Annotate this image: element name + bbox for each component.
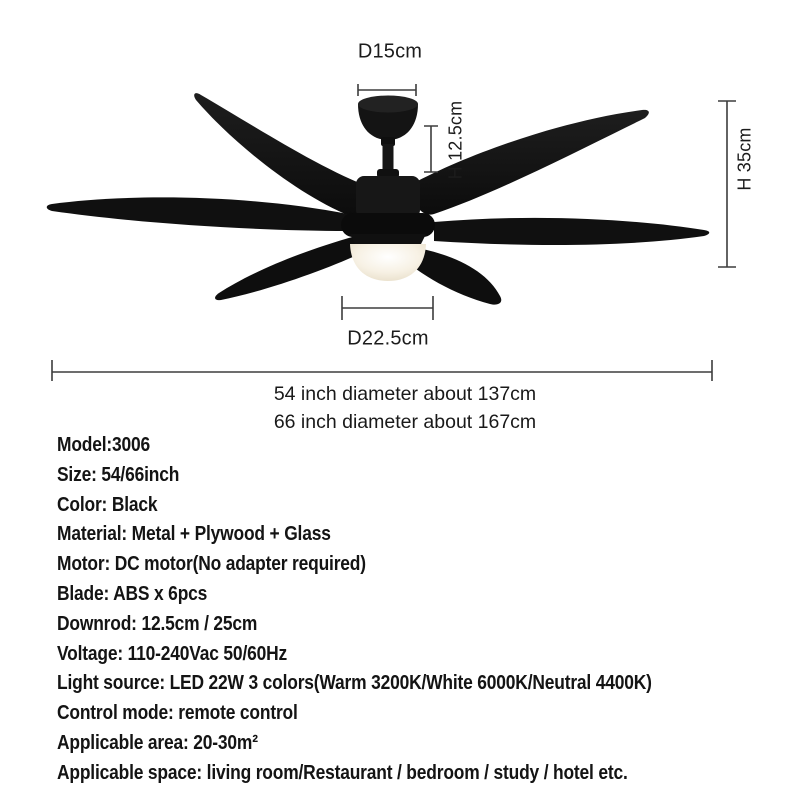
spec-downrod: Downrod: 12.5cm / 25cm [57, 612, 258, 635]
spec-color: Color: Black [57, 493, 158, 516]
diameter-note-66inch: 66 inch diameter about 167cm [273, 411, 537, 433]
fan-height-label: H 35cm [734, 127, 755, 191]
dim-line-downrod-height [424, 126, 438, 172]
fan-blade-lower-left [215, 236, 364, 300]
fan-blade-right [434, 218, 709, 245]
spec-control-mode: Control mode: remote control [57, 702, 298, 725]
downrod-height-label: H 12.5cm [445, 100, 466, 180]
fan-light-dome [350, 244, 426, 281]
fan-canopy [358, 96, 418, 147]
spec-blade: Blade: ABS x 6pcs [57, 582, 208, 605]
spec-voltage: Voltage: 110-240Vac 50/60Hz [57, 642, 288, 665]
fan-blade-left [47, 197, 348, 231]
dim-line-blade-span [52, 360, 712, 381]
canopy-diameter-label: D15cm [357, 40, 423, 63]
spec-applicable-area: Applicable area: 20-30m² [57, 731, 258, 754]
spec-list [57, 431, 741, 789]
diameter-note-54inch: 54 inch diameter about 137cm [273, 383, 537, 405]
spec-motor: Motor: DC motor(No adapter required) [57, 553, 366, 576]
spec-material: Material: Metal + Plywood + Glass [57, 523, 331, 546]
spec-applicable-space: Applicable space: living room/Restaurant / bedroom / study / hotel etc. [57, 761, 628, 784]
dim-line-fan-height [718, 101, 736, 267]
dim-line-canopy-diameter [358, 84, 416, 96]
spec-light-source: Light source: LED 22W 3 colors(Warm 3200K/White 6000K/Neutral 4400K) [57, 672, 652, 695]
dim-line-light-diameter [342, 296, 433, 320]
spec-size: Size: 54/66inch [57, 463, 180, 486]
light-diameter-label: D22.5cm [347, 327, 429, 350]
spec-model: Model:3006 [57, 434, 151, 456]
fan-blade-upper-left [194, 93, 372, 217]
